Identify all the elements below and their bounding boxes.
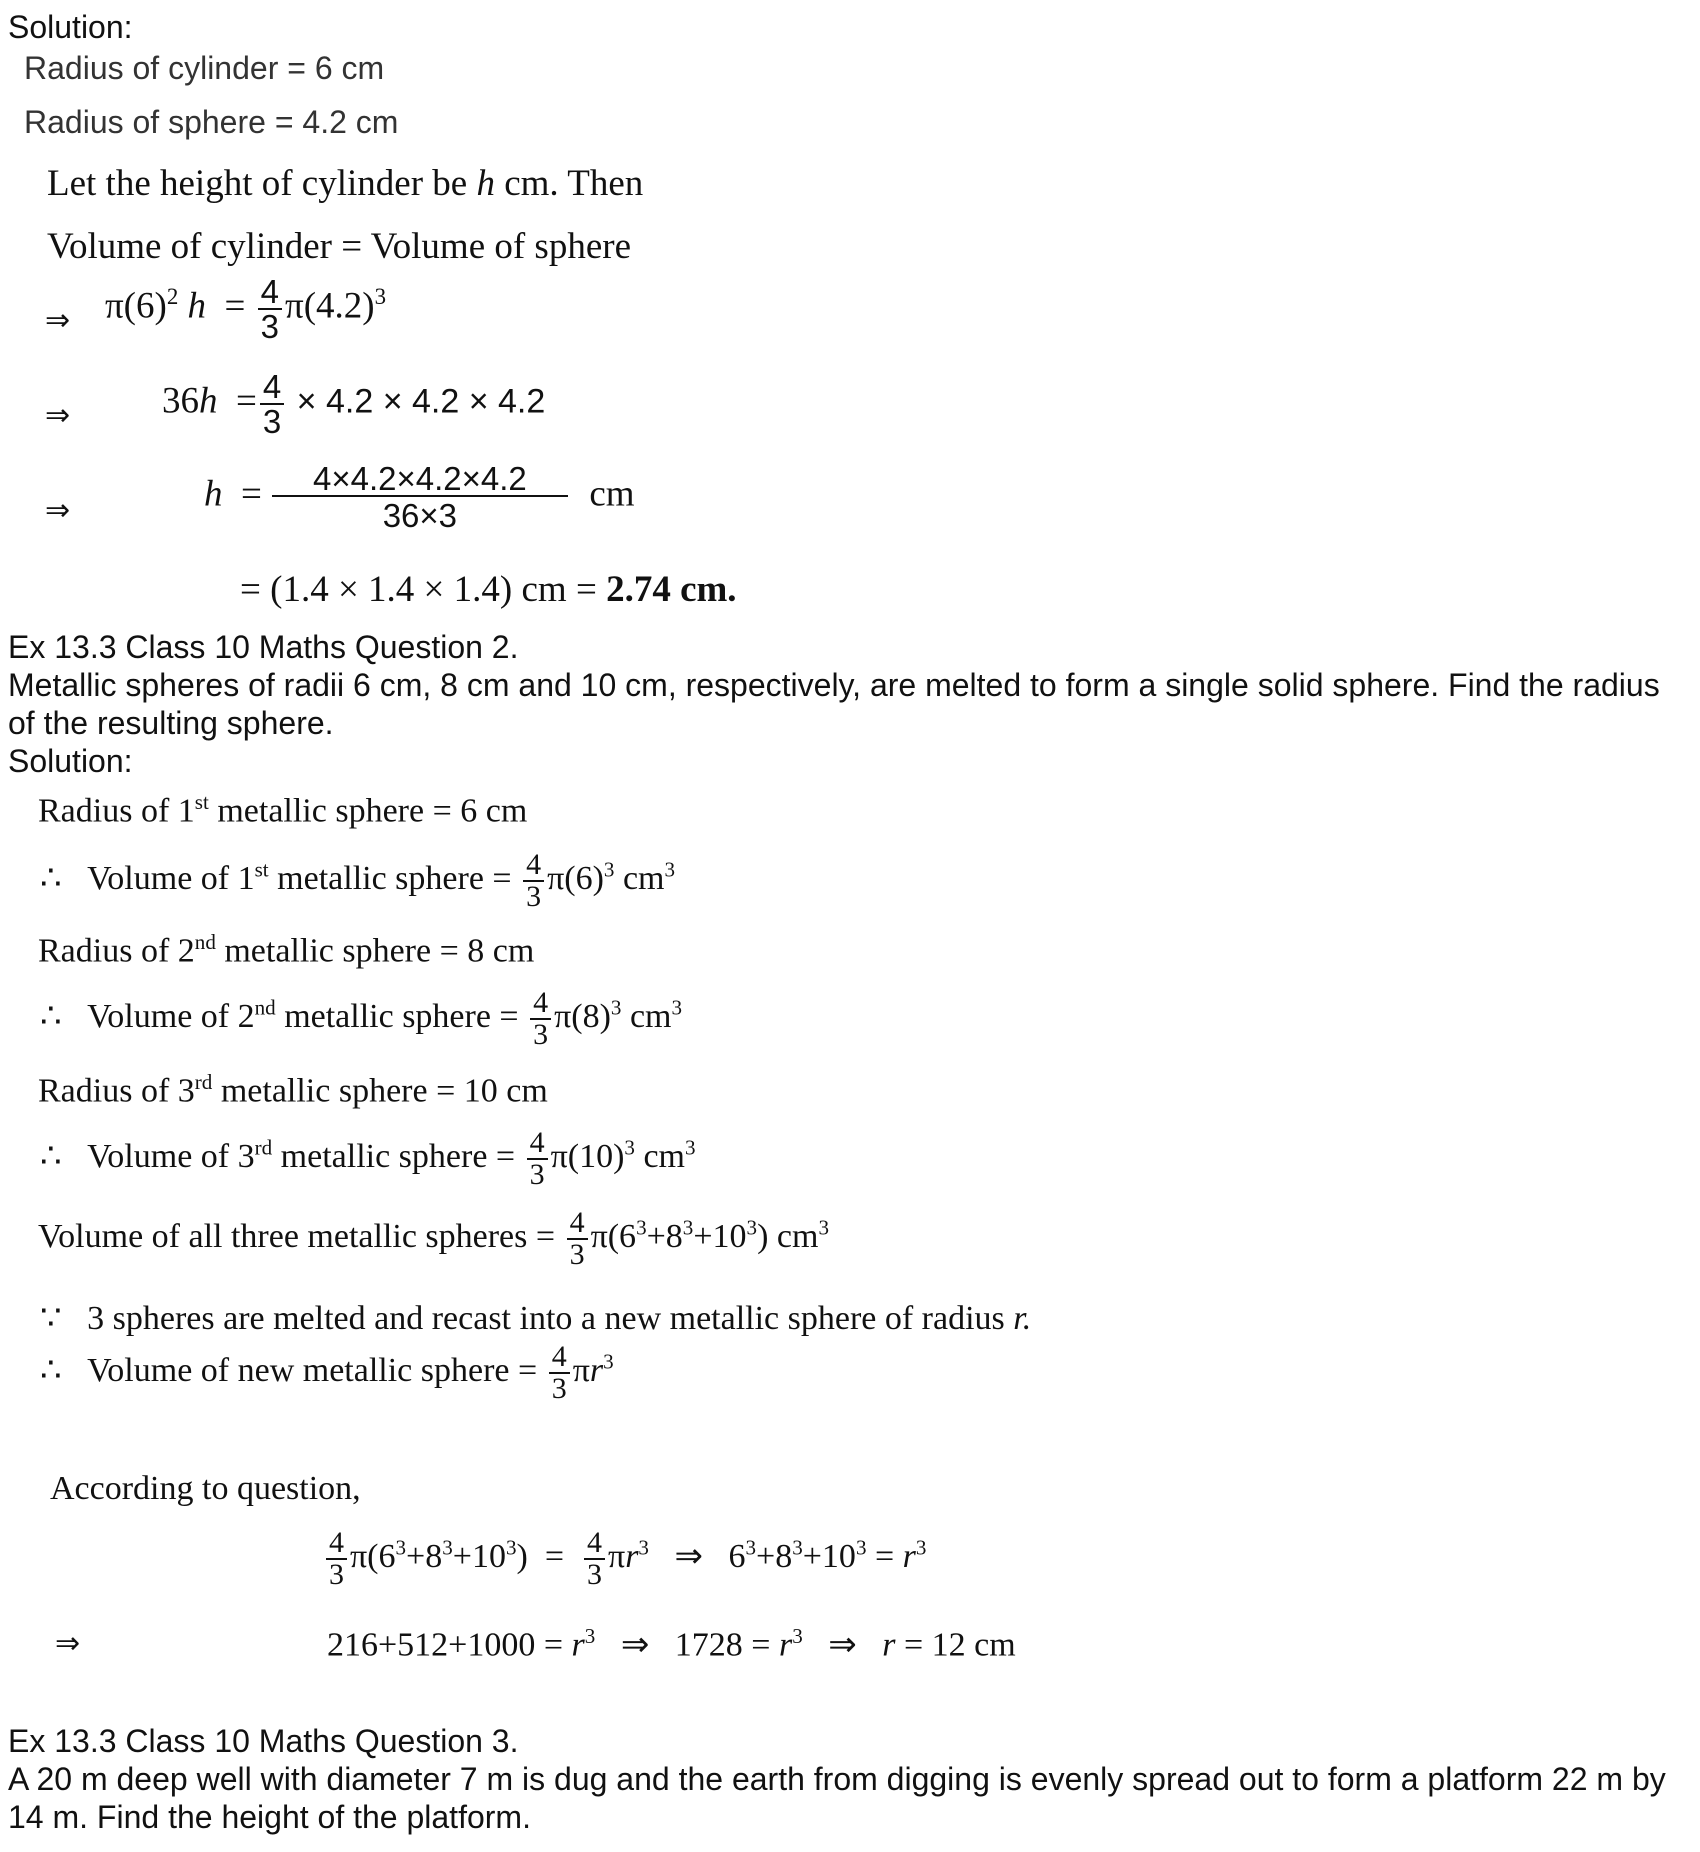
solution-heading-1: Solution: [8, 9, 133, 45]
implies-arrow: ⇒ [45, 493, 71, 528]
radius-sphere-1: Radius of 1st metallic sphere = 6 cm [38, 790, 528, 830]
according-to-question: According to question, [50, 1470, 361, 1507]
solution-heading-2: Solution: [8, 743, 133, 779]
volume-all-spheres: Volume of all three metallic spheres = $\frac{4}{3}$ $\pi(6^3+8^3+10^3)$ $cm^3$ [38, 1206, 829, 1271]
radius-sphere-2: Radius of 2nd metallic sphere = 8 cm [38, 930, 535, 970]
equation-final: = (1.4 × 1.4 × 1.4) cm = 2.74 cm. [240, 569, 737, 610]
implies-arrow: ⇒ [45, 398, 71, 433]
equation-step-2: 36h = $\frac{4}{3}$ × 4.2 × 4.2 × 4.2 [162, 368, 546, 440]
given-cylinder-radius: Radius of cylinder = 6 cm [24, 50, 385, 86]
volume-equality-line: Volume of cylinder = Volume of sphere [47, 226, 631, 267]
question-3-title: Ex 13.3 Class 10 Maths Question 3. [8, 1723, 519, 1759]
volume-new-sphere: ∴ Volume of new metallic sphere = $\frac{4}{3}$ $\pi r^3$ [40, 1340, 614, 1405]
question-3-text: A 20 m deep well with diameter 7 m is dug and the earth from digging is evenly spread out to form a platform 22 m by 14 m. Find the height of the platform. [8, 1761, 1666, 1835]
let-height-line: Let the height of cylinder be h cm. Then [47, 163, 644, 204]
because-line: ∵ 3 spheres are melted and recast into a new metallic sphere of radius r. [40, 1300, 1032, 1337]
radius-sphere-3: Radius of 3rd metallic sphere = 10 cm [38, 1070, 548, 1110]
volume-sphere-1: ∴ Volume of 1st metallic sphere = $\frac{4}{3}$ $\pi(6)^3$ $cm^3$ [40, 848, 676, 913]
equation-q2-step-2: $216+512+1000 = r^3$ ⇒ $1728 = r^3$ ⇒ r = 12 cm [327, 1624, 1016, 1664]
equation-q2-step-1: $\frac{4}{3}$ $\pi(6^3+8^3+10^3)$ = $\frac{4}{3}$ $\pi r^3$ ⇒ $6^3+8^3+10^3 = r^3$ [323, 1528, 926, 1590]
question-2-title: Ex 13.3 Class 10 Maths Question 2. [8, 629, 519, 665]
volume-sphere-3: ∴ Volume of 3rd metallic sphere = $\frac{4}{3}$ $\pi(10)^3$ $cm^3$ [40, 1126, 696, 1191]
equation-step-3: h = $\frac{4\times 4.2\times 4.2\times 4.2}{36\times 3}$ cm [204, 460, 635, 534]
volume-sphere-2: ∴ Volume of 2nd metallic sphere = $\frac{4}{3}$ $\pi(8)^3$ $cm^3$ [40, 986, 683, 1051]
question-2-text: Metallic spheres of radii 6 cm, 8 cm and 10 cm, respectively, are melted to form a single solid sphere. Find the radius of the resulting sphere. [8, 667, 1660, 741]
implies-arrow: ⇒ [45, 303, 71, 338]
given-sphere-radius: Radius of sphere = 4.2 cm [24, 104, 399, 140]
implies-arrow: ⇒ [55, 1626, 81, 1661]
equation-step-1: $\pi(6)^2$ h = $\frac{4}{3}$ $\pi(4.2)^3$ [105, 273, 387, 345]
